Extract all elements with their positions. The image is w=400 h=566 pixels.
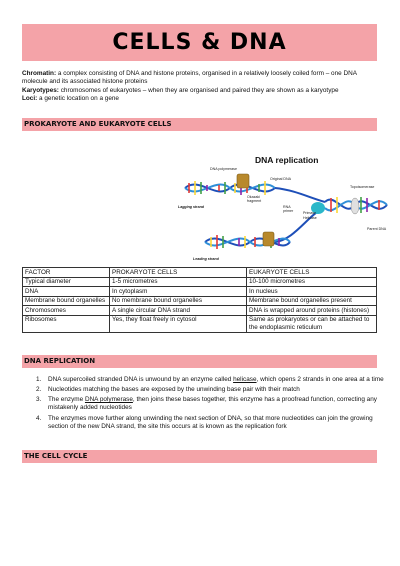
- table-header-row: [23, 268, 377, 278]
- label-okazaki: Okazaki: [247, 195, 260, 199]
- label-leading-strand: Leading strand: [193, 257, 219, 261]
- figure-title: DNA replication: [255, 155, 319, 165]
- step-text: The enzymes move further along unwinding the next section of DNA, so that more nucleotides can join the growing section of the new DNA strand, the site this occurs at is known as the replication fork: [48, 414, 373, 430]
- table-header-cell: EUKARYOTE CELLS: [247, 268, 377, 278]
- list-item: [36, 376, 391, 384]
- table-header-cell: FACTOR: [23, 268, 110, 278]
- step-term: DNA polymerase: [84, 396, 133, 404]
- label-fragment: fragment: [247, 199, 262, 203]
- step-number: 4.: [36, 414, 42, 422]
- definition-term: Chromatin:: [22, 70, 57, 77]
- section-heading-cell-cycle: THE CELL CYCLE: [22, 450, 377, 463]
- label-dna-polymerase: DNA polymerase: [210, 167, 237, 171]
- table-cell: No membrane bound organelles: [110, 296, 247, 306]
- definitions: [22, 70, 380, 103]
- step-number: 2.: [36, 386, 42, 394]
- table-row: [23, 277, 377, 287]
- label-helicase: Helicase: [303, 216, 317, 220]
- step-number: 3.: [36, 396, 42, 404]
- label-topoisomerase: Topoisomerase: [350, 185, 375, 189]
- definition-term: Loci:: [22, 94, 38, 102]
- step-text: The enzyme: [48, 396, 85, 404]
- table-cell: Yes, they float freely in cytosol: [110, 315, 247, 332]
- step-text: , then joins these bases together, this enzyme has a proofread function, correcting any mistakenly added nucleotides: [48, 396, 377, 412]
- table-row: [23, 296, 377, 306]
- topoisomerase-icon: [351, 198, 359, 214]
- section-heading-replication: DNA REPLICATION: [22, 355, 377, 368]
- label-primase: Primase: [303, 211, 317, 215]
- definition-text: a genetic location on a gene: [37, 94, 119, 102]
- table-cell: Chromosomes: [23, 306, 110, 316]
- label-lagging-strand: Lagging strand: [178, 205, 204, 209]
- definition-text: a complex consisting of DNA and histone proteins, organised in a relatively loosely coiled form – one DNA molecule and its associated histone proteins: [22, 70, 357, 86]
- definition-loci: [22, 95, 380, 103]
- table-cell: In cytoplasm: [110, 287, 247, 297]
- list-item: [36, 415, 391, 432]
- table-row: [23, 315, 377, 332]
- label-original-dna: Original DNA: [270, 177, 291, 181]
- step-term: helicase: [233, 376, 257, 383]
- table-cell: 10-100 micrometres: [247, 277, 377, 287]
- list-item: [36, 386, 391, 394]
- table-cell: DNA is wrapped around proteins (histones): [247, 306, 377, 316]
- definition-karyotypes: [22, 87, 380, 95]
- step-number: 1.: [36, 376, 42, 383]
- list-item: [36, 396, 391, 413]
- definition-term: Karyotypes:: [22, 86, 59, 94]
- lagging-strand-helix: [185, 181, 275, 195]
- polymerase-icon: [263, 232, 274, 246]
- replication-steps: [22, 376, 391, 433]
- title-banner: [22, 24, 377, 61]
- table-cell: A single circular DNA strand: [110, 306, 247, 316]
- label-rna: RNA: [283, 205, 291, 209]
- section-heading-prok-euk: PROKARYOTE AND EUKARYOTE CELLS: [22, 118, 377, 131]
- polymerase-icon: [237, 174, 249, 188]
- table-cell: In nucleus: [247, 287, 377, 297]
- dna-replication-diagram: [175, 150, 395, 265]
- table-header-cell: PROKARYOTE CELLS: [110, 268, 247, 278]
- table-cell: Typical diameter: [23, 277, 110, 287]
- table-cell: Same as prokaryotes or can be attached to the endoplasmic reticulum: [247, 315, 377, 332]
- comparison-table: [22, 267, 377, 333]
- table-cell: DNA: [23, 287, 110, 297]
- table-cell: Ribosomes: [23, 315, 110, 332]
- table-cell: Membrane bound organelles: [23, 296, 110, 306]
- definition-text: chromosomes of eukaryotes – when they are organised and paired they are shown as a karyotype: [58, 86, 339, 94]
- table-row: [23, 287, 377, 297]
- table-cell: Membrane bound organelles present: [247, 296, 377, 306]
- definition-chromatin: [22, 70, 380, 87]
- label-primer: primer: [283, 209, 294, 213]
- table-cell: 1-5 micrometres: [110, 277, 247, 287]
- step-text: , which opens 2 strands in one area at a time: [256, 376, 384, 383]
- label-parent-dna: Parent DNA: [367, 227, 387, 231]
- table-row: [23, 306, 377, 316]
- page-title: CELLS & DNA: [112, 30, 287, 55]
- step-text: DNA supercoiled stranded DNA is unwound by an enzyme called: [48, 376, 234, 383]
- step-text: Nucleotides matching the bases are exposed by the unwinding base pair with their match: [48, 386, 300, 394]
